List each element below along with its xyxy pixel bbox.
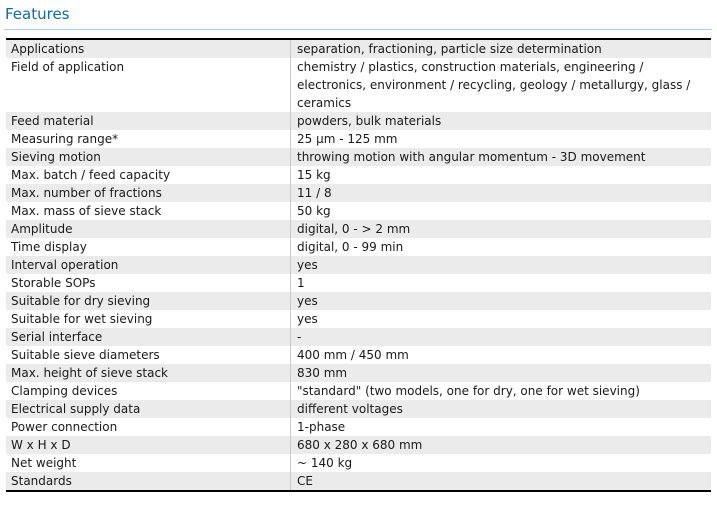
- feature-label: Amplitude: [6, 220, 291, 238]
- table-row: [6, 220, 711, 238]
- features-table-body: [6, 39, 711, 491]
- table-row: [6, 39, 711, 58]
- feature-label: W x H x D: [6, 436, 291, 454]
- table-row: [6, 328, 711, 346]
- feature-label: Net weight: [6, 454, 291, 472]
- feature-value: -: [291, 328, 712, 346]
- feature-label: Max. mass of sieve stack: [6, 202, 291, 220]
- feature-label: Interval operation: [6, 256, 291, 274]
- table-row: [6, 130, 711, 148]
- feature-label: Feed material: [6, 112, 291, 130]
- feature-label: Applications: [6, 39, 291, 58]
- feature-label: Suitable for dry sieving: [6, 292, 291, 310]
- feature-label: Standards: [6, 472, 291, 491]
- feature-value: ~ 140 kg: [291, 454, 712, 472]
- table-row: [6, 472, 711, 491]
- table-row: [6, 346, 711, 364]
- feature-label: Time display: [6, 238, 291, 256]
- feature-value: 680 x 280 x 680 mm: [291, 436, 712, 454]
- table-row: [6, 202, 711, 220]
- title-divider: [4, 29, 712, 30]
- table-row: [6, 112, 711, 130]
- table-row: [6, 382, 711, 400]
- feature-value: 15 kg: [291, 166, 712, 184]
- table-row: [6, 418, 711, 436]
- feature-value: digital, 0 - > 2 mm: [291, 220, 712, 238]
- table-row: [6, 310, 711, 328]
- table-row: [6, 166, 711, 184]
- feature-value: yes: [291, 256, 712, 274]
- table-row: [6, 454, 711, 472]
- table-row: [6, 184, 711, 202]
- feature-label: Field of application: [6, 58, 291, 112]
- feature-value: chemistry / plastics, construction materials, engineering / electronics, environment / recycling, geology / metallurgy, glass / ceramics: [291, 58, 712, 112]
- feature-label: Storable SOPs: [6, 274, 291, 292]
- feature-label: Clamping devices: [6, 382, 291, 400]
- feature-value: 400 mm / 450 mm: [291, 346, 712, 364]
- feature-label: Max. height of sieve stack: [6, 364, 291, 382]
- table-row: [6, 58, 711, 112]
- table-row: [6, 400, 711, 418]
- feature-value: digital, 0 - 99 min: [291, 238, 712, 256]
- features-table: [6, 38, 711, 492]
- feature-value: 11 / 8: [291, 184, 712, 202]
- feature-value: different voltages: [291, 400, 712, 418]
- feature-value: 830 mm: [291, 364, 712, 382]
- feature-label: Serial interface: [6, 328, 291, 346]
- feature-value: "standard" (two models, one for dry, one for wet sieving): [291, 382, 712, 400]
- feature-value: yes: [291, 310, 712, 328]
- table-row: [6, 364, 711, 382]
- feature-label: Sieving motion: [6, 148, 291, 166]
- feature-label: Electrical supply data: [6, 400, 291, 418]
- table-row: [6, 148, 711, 166]
- table-row: [6, 292, 711, 310]
- feature-label: Max. number of fractions: [6, 184, 291, 202]
- table-row: [6, 238, 711, 256]
- table-row: [6, 274, 711, 292]
- feature-label: Suitable sieve diameters: [6, 346, 291, 364]
- feature-label: Max. batch / feed capacity: [6, 166, 291, 184]
- feature-label: Measuring range*: [6, 130, 291, 148]
- page-title: Features: [5, 5, 70, 23]
- feature-label: Power connection: [6, 418, 291, 436]
- feature-value: powders, bulk materials: [291, 112, 712, 130]
- table-row: [6, 256, 711, 274]
- feature-value: CE: [291, 472, 712, 491]
- table-row: [6, 436, 711, 454]
- feature-value: 1: [291, 274, 712, 292]
- feature-value: separation, fractioning, particle size determination: [291, 39, 712, 58]
- feature-value: yes: [291, 292, 712, 310]
- feature-label: Suitable for wet sieving: [6, 310, 291, 328]
- feature-value: 50 kg: [291, 202, 712, 220]
- feature-value: throwing motion with angular momentum - 3D movement: [291, 148, 712, 166]
- feature-value: 25 µm - 125 mm: [291, 130, 712, 148]
- feature-value: 1-phase: [291, 418, 712, 436]
